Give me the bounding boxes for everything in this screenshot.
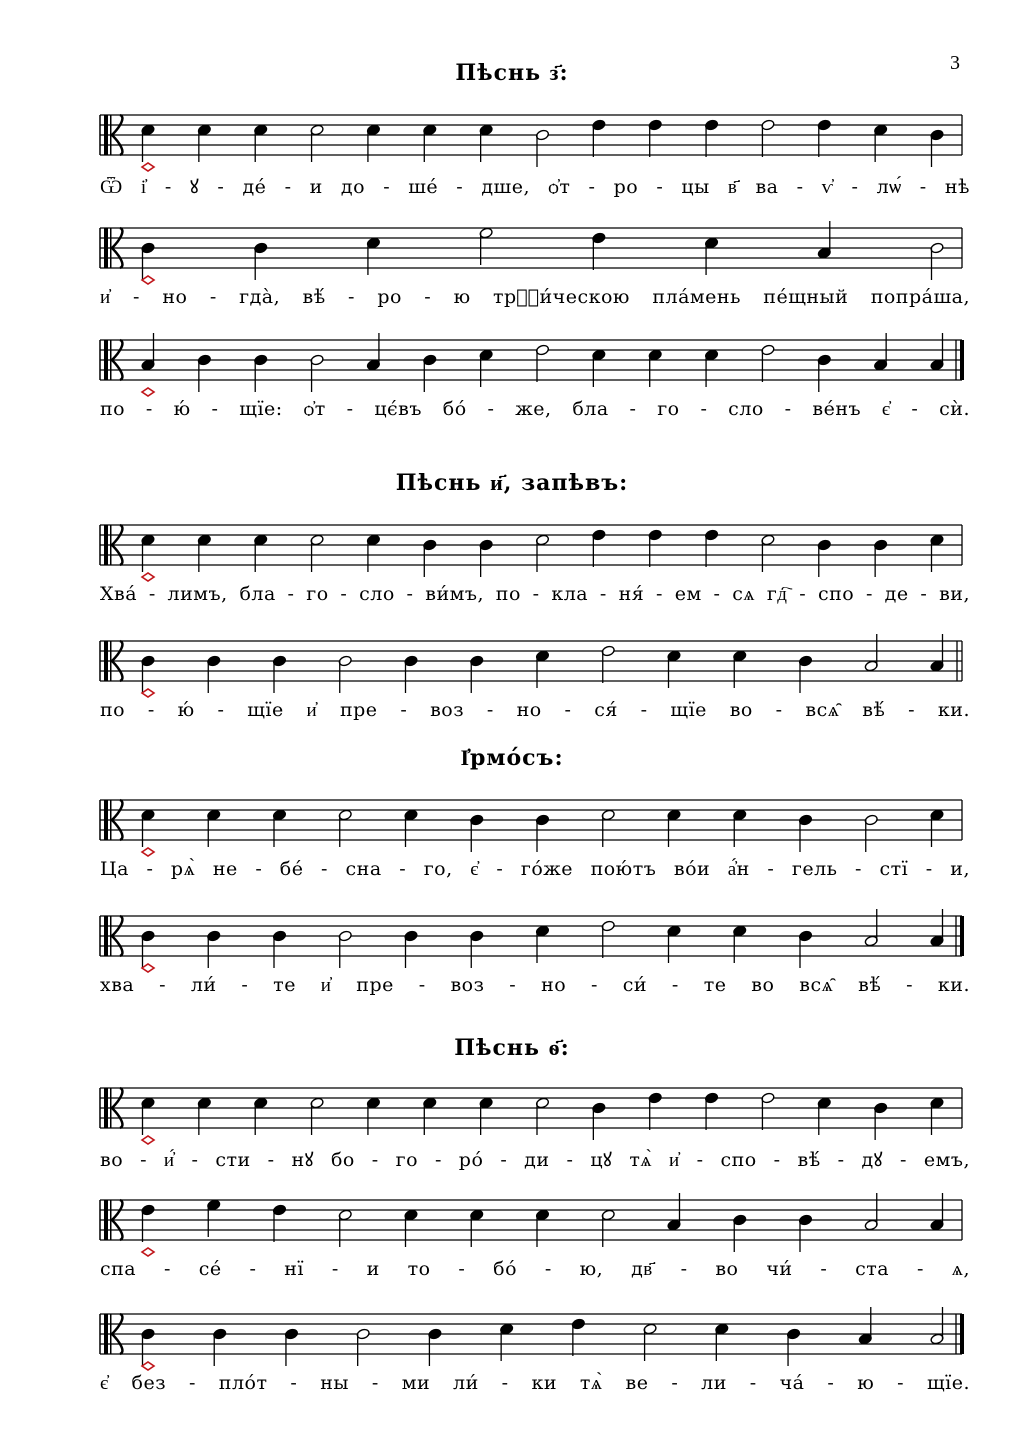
note: [141, 1097, 155, 1135]
red-ison-mark: [142, 276, 154, 284]
music-staff: [0, 505, 1024, 585]
note: [930, 909, 944, 947]
note: [479, 349, 493, 387]
note: [423, 1097, 437, 1135]
note: [310, 1097, 324, 1135]
note: [428, 1328, 442, 1366]
lyrics-line: є҆ без - пло́т - ны - ми ли́ - ки тѧ̀ ве - ли - ча́ - ю - щїе.: [100, 1372, 970, 1394]
red-ison-mark: [142, 1248, 154, 1256]
note: [338, 809, 352, 847]
music-staff: [0, 95, 1024, 175]
note: [254, 242, 268, 280]
note: [141, 1204, 155, 1242]
note: [571, 1318, 585, 1356]
lyrics-line: по - ю́ - щїе: ѻ҆т - цє́въ бо́ - же, бла - го - сло - ве́нъ є҆ - сѝ.: [100, 398, 970, 420]
note: [197, 354, 211, 392]
note: [864, 634, 878, 672]
section-title: Пѣснь и҃, запѣвъ:: [395, 470, 629, 496]
note: [141, 242, 155, 280]
note: [874, 539, 888, 577]
note: [715, 1323, 729, 1361]
note: [930, 1097, 944, 1135]
note: [272, 809, 286, 847]
note: [338, 655, 352, 693]
note: [817, 221, 831, 259]
note: [272, 930, 286, 968]
note: [404, 655, 418, 693]
section-title: І҆рмо́съ:: [460, 745, 564, 771]
music-staff: [0, 896, 1024, 976]
lyrics-line: Хва́ - лимъ, бла - го - сло - ви́мъ, по - кла - ня́ - ем - сѧ гд҇ - спо - де - ви,: [100, 583, 970, 605]
note: [817, 539, 831, 577]
note: [366, 534, 380, 572]
note: [592, 529, 606, 567]
note: [874, 333, 888, 371]
note: [213, 1328, 227, 1366]
note: [817, 1097, 831, 1135]
note: [592, 232, 606, 270]
note: [356, 1328, 370, 1366]
note: [930, 634, 944, 672]
note: [338, 930, 352, 968]
music-staff: [0, 780, 1024, 860]
note: [535, 1097, 549, 1135]
note: [798, 930, 812, 968]
page-number: 3: [950, 52, 960, 74]
music-staff: [0, 320, 1024, 400]
note: [733, 809, 747, 847]
note: [207, 655, 221, 693]
section-title: Пѣснь ѳ҃:: [454, 1035, 570, 1061]
note: [254, 354, 268, 392]
music-staff: [0, 208, 1024, 288]
red-ison-mark: [142, 1362, 154, 1370]
note: [643, 1323, 657, 1361]
note: [733, 925, 747, 963]
note: [667, 650, 681, 688]
music-staff: [0, 621, 1024, 701]
note: [667, 809, 681, 847]
note: [733, 650, 747, 688]
note: [284, 1328, 298, 1366]
note: [197, 124, 211, 162]
note: [197, 1097, 211, 1135]
red-ison-mark: [142, 573, 154, 581]
note: [648, 349, 662, 387]
note: [761, 1092, 775, 1130]
note: [864, 1193, 878, 1231]
lyrics-line: Ца - рѧ̀ не - бе́ - сна - го, є҆ - го́же пою́тъ во́и а҆́н - гель - стї - и,: [100, 858, 970, 880]
note: [761, 119, 775, 157]
note: [404, 1209, 418, 1247]
note: [704, 529, 718, 567]
note: [479, 124, 493, 162]
note: [930, 1307, 944, 1345]
note: [930, 242, 944, 280]
note: [310, 534, 324, 572]
note: [535, 344, 549, 382]
note: [535, 925, 549, 963]
note: [798, 814, 812, 852]
lyrics-line: и҆ - но - гда̀, вѣ́ - ро - ю трⷪ҇и́ческою пла́мень пе́щный попра́ша,: [100, 286, 970, 308]
note: [470, 930, 484, 968]
note: [310, 354, 324, 392]
note: [366, 237, 380, 275]
note: [366, 333, 380, 371]
note: [479, 1097, 493, 1135]
note: [667, 925, 681, 963]
note: [761, 534, 775, 572]
note: [592, 349, 606, 387]
note: [254, 534, 268, 572]
note: [470, 655, 484, 693]
note: [786, 1328, 800, 1366]
note: [535, 534, 549, 572]
note: [601, 920, 615, 958]
lyrics-line: Ѿ і҆ - ꙋ - де́ - и до - ше́ - дше, ѻ҆т - ро - цы в҃ ва - ѵ҆ - лѡ́ - нѣ: [100, 176, 970, 198]
note: [864, 814, 878, 852]
red-ison-mark: [142, 388, 154, 396]
note: [207, 930, 221, 968]
note: [254, 1097, 268, 1135]
note: [798, 1214, 812, 1252]
note: [733, 1214, 747, 1252]
music-staff: [0, 1294, 1024, 1374]
note: [930, 534, 944, 572]
note: [648, 119, 662, 157]
note: [366, 1097, 380, 1135]
note: [272, 1204, 286, 1242]
lyrics-line: во - и҆́ - сти - нꙋ бо - го - ро́ - ди - цꙋ тѧ̀ и҆ - спо - вѣ́ - дꙋ - емъ,: [100, 1149, 970, 1171]
red-ison-mark: [142, 848, 154, 856]
note: [535, 650, 549, 688]
note: [858, 1307, 872, 1345]
note: [141, 534, 155, 572]
lyrics-line: спа - се́ - нї - и то - бо́ - ю, дв҃ - во чи́ - ста - ѧ,: [100, 1258, 970, 1280]
note: [470, 1209, 484, 1247]
note: [930, 1193, 944, 1231]
note: [197, 534, 211, 572]
note: [761, 344, 775, 382]
note: [141, 809, 155, 847]
music-staff: [0, 1068, 1024, 1148]
note: [254, 124, 268, 162]
red-ison-mark: [142, 689, 154, 697]
note: [817, 354, 831, 392]
note: [310, 124, 324, 162]
note: [141, 930, 155, 968]
note: [930, 333, 944, 371]
note: [423, 539, 437, 577]
note: [592, 119, 606, 157]
note: [648, 1092, 662, 1130]
note: [667, 1193, 681, 1231]
note: [798, 655, 812, 693]
note: [141, 333, 155, 371]
note: [601, 809, 615, 847]
note: [423, 354, 437, 392]
note: [423, 124, 437, 162]
note: [404, 930, 418, 968]
note: [864, 909, 878, 947]
note: [207, 809, 221, 847]
red-ison-mark: [142, 1136, 154, 1144]
note: [479, 539, 493, 577]
note: [535, 814, 549, 852]
note: [704, 1092, 718, 1130]
section-title: Пѣснь з҃:: [455, 60, 569, 86]
note: [141, 1328, 155, 1366]
note: [704, 349, 718, 387]
note: [601, 1209, 615, 1247]
note: [874, 1102, 888, 1140]
note: [338, 1209, 352, 1247]
note: [535, 129, 549, 167]
note: [535, 1209, 549, 1247]
note: [817, 119, 831, 157]
lyrics-line: хва - ли́ - те и҆ пре - воз - но - си́ - те во всѧ̑ вѣ́ - ки.: [100, 974, 970, 996]
note: [404, 809, 418, 847]
note: [930, 809, 944, 847]
note: [366, 124, 380, 162]
note: [648, 529, 662, 567]
note: [704, 237, 718, 275]
music-staff: [0, 1180, 1024, 1260]
note: [930, 129, 944, 167]
note: [592, 1102, 606, 1140]
note: [141, 124, 155, 162]
note: [479, 227, 493, 265]
note: [207, 1199, 221, 1237]
lyrics-line: по - ю́ - щїе и҆ пре - воз - но - ся́ - щїе во - всѧ̑ вѣ́ - ки.: [100, 699, 970, 721]
red-ison-mark: [142, 964, 154, 972]
note: [500, 1323, 514, 1361]
note: [601, 645, 615, 683]
red-ison-mark: [142, 163, 154, 171]
note: [470, 814, 484, 852]
note: [704, 119, 718, 157]
note: [272, 655, 286, 693]
note: [141, 655, 155, 693]
note: [874, 124, 888, 162]
